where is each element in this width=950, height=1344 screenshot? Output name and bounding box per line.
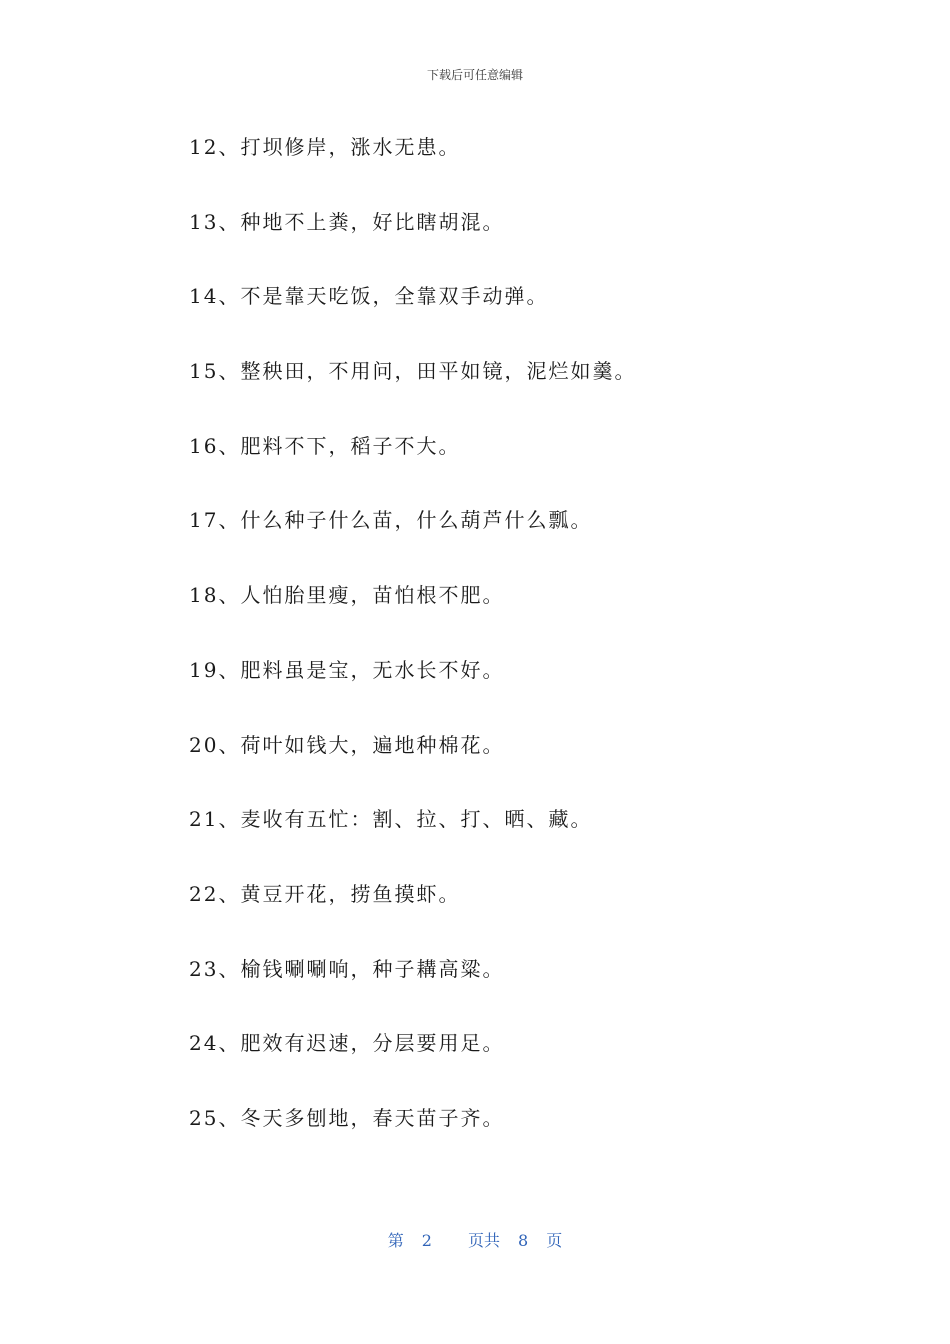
list-item: 16、肥料不下，稻子不大。 xyxy=(189,433,461,458)
list-item: 20、荷叶如钱大，遍地种棉花。 xyxy=(189,732,505,757)
page-mid: 页共 xyxy=(467,1231,500,1250)
proverb-list xyxy=(189,129,829,1175)
list-item: 21、麦收有五忙：割、拉、打、晒、藏。 xyxy=(189,807,593,832)
list-item: 12、打坝修岸，涨水无患。 xyxy=(189,135,461,159)
page-prefix: 第 xyxy=(387,1231,404,1250)
list-item: 24、肥效有迟速，分层要用足。 xyxy=(189,1031,505,1056)
page-suffix: 页 xyxy=(546,1231,563,1250)
list-item: 15、整秧田，不用问，田平如镜，泥烂如羹。 xyxy=(189,359,637,384)
page-footer xyxy=(0,1228,950,1251)
list-item: 25、冬天多刨地，春天苗子齐。 xyxy=(189,1105,505,1130)
list-item: 17、什么种子什么苗，什么葫芦什么瓢。 xyxy=(189,508,593,533)
header-note: 下载后可任意编辑 xyxy=(426,68,523,82)
total-pages: 8 xyxy=(518,1231,529,1250)
list-item: 19、肥料虽是宝，无水长不好。 xyxy=(189,657,505,682)
list-item: 18、人怕胎里瘦，苗怕根不肥。 xyxy=(189,583,505,608)
list-item: 13、种地不上粪，好比瞎胡混。 xyxy=(189,209,505,234)
list-item: 22、黄豆开花，捞鱼摸虾。 xyxy=(189,881,461,906)
page-number: 2 xyxy=(421,1231,432,1250)
list-item: 14、不是靠天吃饭，全靠双手动弹。 xyxy=(189,284,549,309)
list-item: 23、榆钱唰唰响，种子耩高粱。 xyxy=(189,956,505,981)
